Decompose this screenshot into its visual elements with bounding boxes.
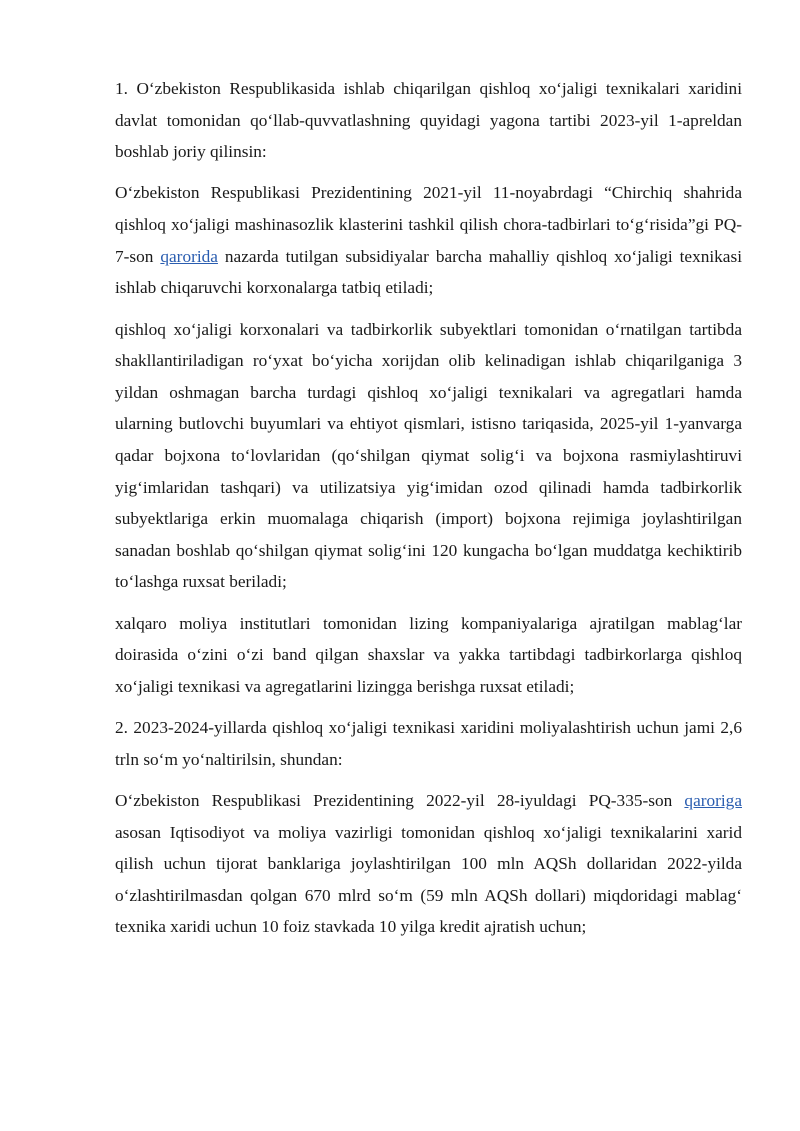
paragraph-text-before-link: O‘zbekiston Respublikasi Prezidentining 2021-yil 11-noyabrdagi “Chirchiq shahrida qishloq xo‘jaligi mashinasozlik klasterini tashkil qilish chora-tadbirlari to‘g‘risida”gi PQ-7-son (115, 183, 742, 266)
paragraph-chirchiq-cluster (115, 177, 742, 303)
document-page (115, 73, 742, 953)
paragraph-pq-335-funds (115, 785, 742, 943)
paragraph-text-after-link: nazarda tutilgan subsidiyalar barcha mahalliy qishloq xo‘jaligi texnikasi ishlab chiqaruvchi korxonalarga tatbiq etiladi; (115, 246, 743, 298)
decree-pq-335-link[interactable]: qaroriga (684, 790, 742, 810)
paragraph-item-1: 1. O‘zbekiston Respublikasida ishlab chiqarilgan qishloq xo‘jaligi texnikalari xaridini davlat tomonidan qo‘llab-quvvatlashning quyidagi yagona tartibi 2023-yil 1-apreldan boshlab joriy qilinsin: (115, 79, 742, 162)
paragraph-item-2: 2. 2023-2024-yillarda qishloq xo‘jaligi texnikasi xaridini moliyalashtirish uchun jami 2,6 trln so‘m yo‘naltirilsin, shundan: (115, 718, 742, 769)
paragraph-text-before-link: O‘zbekiston Respublikasi Prezidentining 2022-yil 28-iyuldagi PQ-335-son (115, 790, 685, 810)
paragraph-leasing: xalqaro moliya institutlari tomonidan lizing kompaniyalariga ajratilgan mablag‘lar doirasida o‘zini o‘zi band qilgan shaxslar va yakka tartibdagi tadbirkorlarga qishloq xo‘jaligi texnikasi va agregatlarini lizingga berishga ruxsat etiladi; (115, 613, 742, 696)
paragraph-customs-exemption: qishloq xo‘jaligi korxonalari va tadbirkorlik subyektlari tomonidan o‘rnatilgan tartibda shakllantiriladigan ro‘yxat bo‘yicha xorijdan olib kelinadigan ishlab chiqarilganiga 3 yildan oshmagan barcha turdagi qishloq xo‘jaligi texnikalari va agregatlari hamda ularning butlovchi buyumlari va ehtiyot qismlari, istisno tariqasida, 2025-yil 1-yanvarga qadar bojxona to‘lovlaridan (qo‘shilgan qiymat solig‘i va bojxona rasmiylashtiruvi yig‘imlaridan tashqari) va utilizatsiya yig‘imidan ozod qilinadi hamda tadbirkorlik subyektlariga erkin muomalaga chiqarish (import) bojxona rejimiga joylashtirilgan sanadan boshlab qo‘shilgan qiymat solig‘ini 120 kungacha bo‘lgan muddatga kechiktirib to‘lashga ruxsat beriladi; (115, 319, 742, 592)
decree-pq-7-link[interactable]: qarorida (160, 246, 218, 266)
paragraph-text-after-link: asosan Iqtisodiyot va moliya vazirligi tomonidan qishloq xo‘jaligi texnikalarini xarid qilish uchun tijorat banklariga joylashtirilgan 100 mln AQSh dollaridan 2022-yilda o‘zlashtirilmasdan qolgan 670 mlrd so‘m (59 mln AQSh dollari) miqdoridagi mablag‘ texnika xaridi uchun 10 foiz stavkada 10 yilga kredit ajratish uchun; (115, 822, 742, 937)
